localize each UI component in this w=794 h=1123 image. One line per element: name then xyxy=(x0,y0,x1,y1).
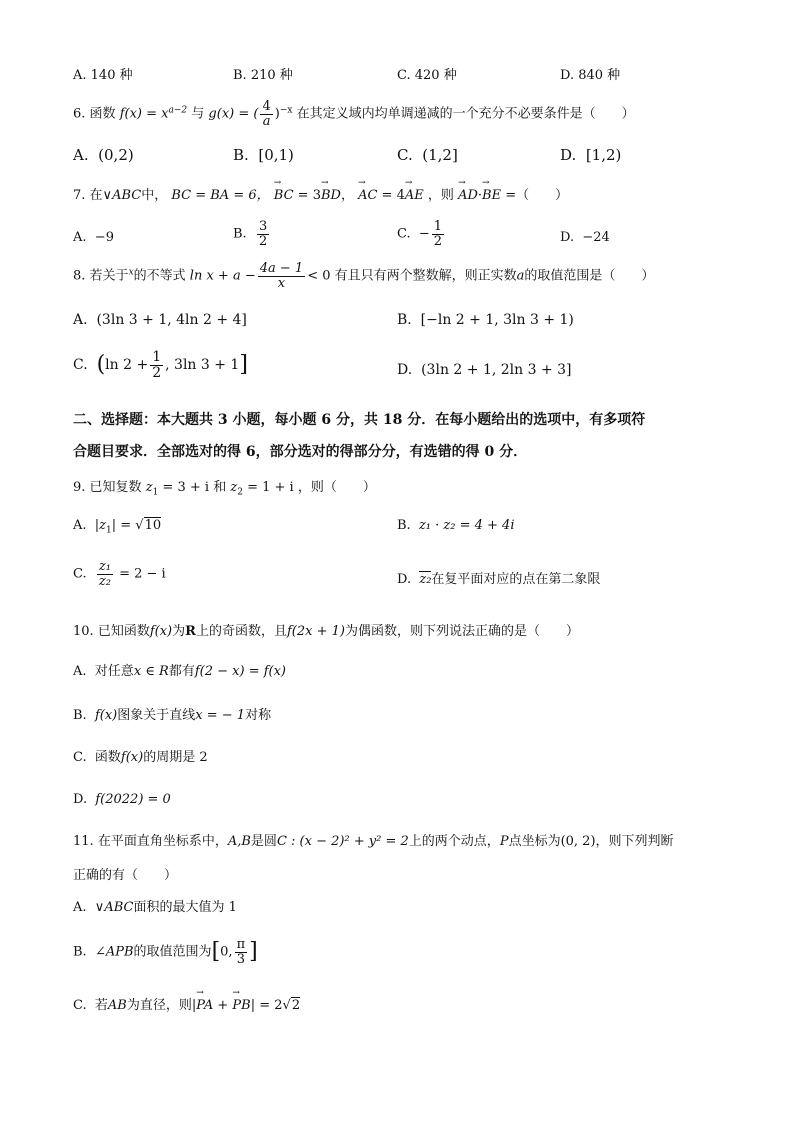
q9-option-d[interactable]: D. z₂在复平面对应的点在第二象限 xyxy=(397,572,601,587)
section-2-heading-line2: 合题目要求．全部选对的得 6，部分选对的得部分分，有选错的得 0 分． xyxy=(73,444,528,460)
q7-options xyxy=(73,220,734,260)
q8-option-a[interactable]: A. (3ln 3 + 1, 4ln 2 + 4] xyxy=(73,312,247,328)
q9-option-a[interactable]: A. $|z_1| = √10$ xyxy=(73,518,162,536)
q5-option-a[interactable]: A. 140 种 xyxy=(73,68,133,83)
q11-option-c[interactable]: C. 若AB为直径，则|→ PA + → PB| = 2√2 xyxy=(73,998,734,1014)
q6-option-a[interactable]: A. (0,2) xyxy=(73,146,134,164)
q6-stem: 6. 函数 $f(x) = x^{a-2}$ 与 g(x) = ( $\frac{4}{a}$ )$^{-x}$ 在其定义域内均单调递减的一个充分不必要条件是（ ） xyxy=(73,99,635,129)
q6-option-b[interactable]: B. [0,1) xyxy=(233,146,294,164)
q10-option-c[interactable]: C. 函数f(x)的周期是 2 xyxy=(73,750,208,765)
q11-stem-line2: 正确的有（ ） xyxy=(73,868,178,883)
q7-stem: 7. 在∨ABC中， BC = BA = 6， → BC = 3→ BD， → AC = 4→ AE ，则 → AD·→ BE =（ ） xyxy=(73,188,734,204)
q9-stem: 9. 已知复数 $z_1 = 3 + i$ 和 $z_2 = 1 + i$ ，则（ ） xyxy=(73,480,376,498)
q9-options-cd xyxy=(73,560,734,602)
q8-option-d[interactable]: D. (3ln 2 + 1, 2ln 3 + 3] xyxy=(397,362,572,378)
q6-option-c[interactable]: C. (1,2] xyxy=(397,146,458,164)
q7-option-a[interactable]: A. −9 xyxy=(73,230,114,245)
q8-options-cd xyxy=(73,350,734,394)
q11-option-b[interactable]: B. ∠APB的取值范围为[0, $\frac{\pi}{3}$ ] xyxy=(73,937,258,967)
q9-option-b[interactable]: B. z₁ · z₂ = 4 + 4i xyxy=(397,518,515,533)
q10-stem: 10. 已知函数f(x)为R上的奇函数，且f(2x + 1)为偶函数，则下列说法正确的是（ ） xyxy=(73,624,579,639)
section-2-heading-line1: 二、选择题：本大题共 3 小题，每小题 6 分，共 18 分．在每小题给出的选项中，有多项符 xyxy=(73,412,646,428)
q7-option-d[interactable]: D. −24 xyxy=(560,230,610,245)
q8-fraction: $\frac{4a - 1}{x}$ xyxy=(259,261,304,291)
q6-fraction: $\frac{4}{a}$ xyxy=(262,99,271,129)
q6-option-d[interactable]: D. [1,2) xyxy=(560,146,622,164)
q5-option-c[interactable]: C. 420 种 xyxy=(397,68,457,83)
q7-option-c[interactable]: C. − $\frac{1}{2}$ xyxy=(397,219,443,249)
q8-stem: 8. 若关于$^x$的不等式 ln x + a − $\frac{4a - 1}{x}$ < 0 有且只有两个整数解，则正实数a的取值范围是（ ） xyxy=(73,261,655,291)
q7-option-b[interactable]: B. $\frac{3}{2}$ xyxy=(233,219,268,249)
q8-option-c[interactable]: C. (ln 2 + $\frac{1}{2}$ , 3ln 3 + 1] xyxy=(73,349,248,381)
q10-option-a[interactable]: A. 对任意x ∈ R都有f(2 − x) = f(x) xyxy=(73,664,287,679)
q10-option-d[interactable]: D. f(2022) = 0 xyxy=(73,792,171,807)
q11-option-a[interactable]: A. ∨ABC面积的最大值为 1 xyxy=(73,900,237,915)
q5-option-b[interactable]: B. 210 种 xyxy=(233,68,293,83)
q8-option-b[interactable]: B. [−ln 2 + 1, 3ln 3 + 1) xyxy=(397,312,574,328)
q5-option-d[interactable]: D. 840 种 xyxy=(560,68,621,83)
q9-option-c[interactable]: C. $\frac{\text{z₁}}{\text{z₂}}$ = 2 − i xyxy=(73,559,166,589)
q11-stem: 11. 在平面直角坐标系中，A,B是圆C : (x − 2)² + y² = 2上的两个动点，P点坐标为(0, 2)，则下列判断 xyxy=(73,834,674,849)
q10-option-b[interactable]: B. f(x)图象关于直线x = − 1对称 xyxy=(73,708,272,723)
